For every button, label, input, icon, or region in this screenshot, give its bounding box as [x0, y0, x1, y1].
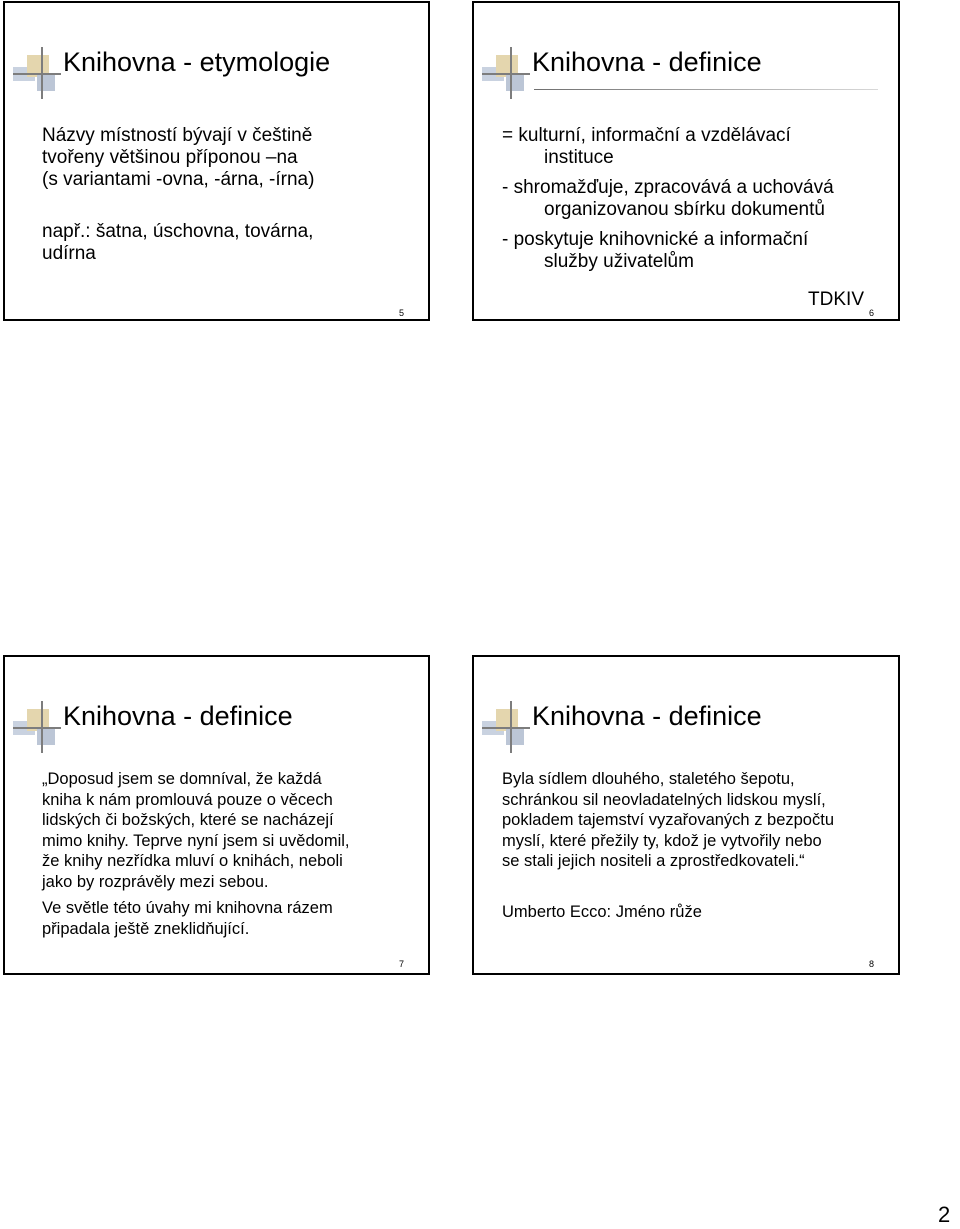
- body-line: udírna: [42, 243, 96, 264]
- page-number: 7: [398, 959, 404, 969]
- list-item: [502, 177, 884, 221]
- list-item-continuation: instituce: [544, 147, 614, 168]
- page-number: 8: [868, 959, 874, 969]
- slide-logo-icon: [482, 701, 530, 753]
- slide-title: Knihovna - etymologie: [63, 47, 331, 77]
- slide-logo-icon: [13, 701, 61, 753]
- quote-line: že knihy nezřídka mluví o knihách, neboli: [42, 852, 343, 870]
- quote-line: pokladem tajemství vyzařovaných z bezpočtu: [502, 811, 834, 829]
- quote-line: připadala ještě zneklidňující.: [42, 919, 250, 938]
- list-item-continuation: organizovanou sbírku dokumentů: [544, 199, 825, 220]
- quote-line: „Doposud jsem se domníval, že každá: [42, 770, 322, 788]
- title-divider: [534, 89, 878, 90]
- quote-line: Byla sídlem dlouhého, staletého šepotu,: [502, 770, 795, 788]
- quote-line: Ve světle této úvahy mi knihovna rázem: [42, 899, 333, 917]
- slide-body: [42, 769, 414, 939]
- quote-line: se stali jejich nositeli a zprostředkovateli.“: [502, 852, 805, 870]
- body-line: (s variantami -ovna, -árna, -írna): [42, 169, 315, 190]
- quote-line: myslí, které přežily ty, kdož je vytvořily nebo: [502, 831, 822, 850]
- slide-8: [472, 655, 900, 975]
- slide-body: [502, 769, 884, 922]
- body-line: Názvy místností bývají v češtině: [42, 125, 313, 146]
- slide-6: [472, 1, 900, 321]
- quote-line: jako by rozprávěly mezi sebou.: [42, 872, 269, 891]
- slide-logo-icon: [13, 47, 61, 99]
- page-number: 6: [868, 308, 874, 318]
- list-item-text: - shromažďuje, zpracovává a uchovává: [502, 177, 834, 198]
- quote-line: lidských či božských, které se nacházejí: [42, 811, 334, 829]
- slide-title: Knihovna - definice: [532, 701, 762, 731]
- quote-line: mimo knihy. Teprve nyní jsem si uvědomil,: [42, 831, 350, 850]
- source-label: TDKIV: [808, 289, 864, 310]
- slide-title: Knihovna - definice: [63, 701, 293, 731]
- list-item: [502, 229, 884, 273]
- page-number: 5: [398, 308, 404, 318]
- slide-5: [3, 1, 430, 321]
- slide-body: [42, 125, 414, 265]
- slide-body: [502, 125, 884, 273]
- body-line: tvořeny většinou příponou –na: [42, 147, 298, 168]
- list-item-continuation: služby uživatelům: [544, 251, 694, 272]
- sheet-page-number: 2: [938, 1202, 951, 1227]
- slide-title: Knihovna - definice: [532, 47, 762, 77]
- quote-line: schránkou sil neovladatelných lidskou myslí,: [502, 790, 826, 809]
- list-item-text: = kulturní, informační a vzdělávací: [502, 125, 791, 146]
- list-item: [502, 125, 884, 169]
- list-item-text: - poskytuje knihovnické a informační: [502, 229, 809, 250]
- quote-line: kniha k nám promlouvá pouze o věcech: [42, 790, 333, 809]
- slide-logo-icon: [482, 47, 530, 99]
- slide-7: [3, 655, 430, 975]
- attribution: Umberto Ecco: Jméno růže: [502, 902, 702, 921]
- body-line: např.: šatna, úschovna, továrna,: [42, 221, 314, 242]
